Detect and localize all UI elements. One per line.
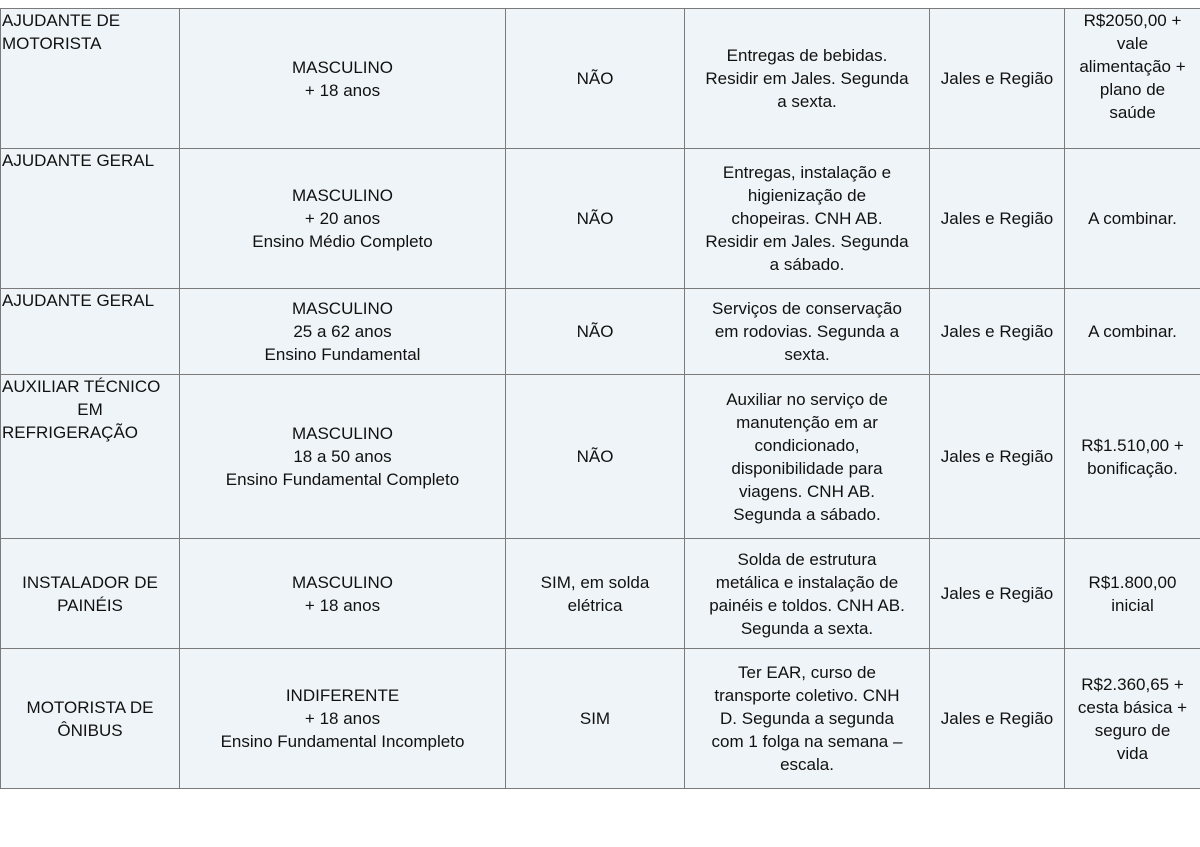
vaga-cell: AJUDANTE DE MOTORISTA [1, 9, 180, 149]
vaga-cell: INSTALADOR DE PAINÉIS [1, 539, 180, 649]
local-cell: Jales e Região [930, 149, 1065, 289]
experiencia-cell: SIM [506, 649, 685, 789]
experiencia-cell: NÃO [506, 289, 685, 375]
table-row [1, 539, 1200, 649]
salario-cell: A combinar. [1065, 289, 1200, 375]
local-cell: Jales e Região [930, 649, 1065, 789]
local-cell: Jales e Região [930, 289, 1065, 375]
descricao-cell: Ter EAR, curso de transporte coletivo. CNH D. Segunda a segunda com 1 folga na semana – escala. [685, 649, 930, 789]
descricao-cell: Entregas de bebidas. Residir em Jales. Segunda a sexta. [685, 9, 930, 149]
descricao-cell: Entregas, instalação e higienização de chopeiras. CNH AB. Residir em Jales. Segunda a sábado. [685, 149, 930, 289]
local-cell: Jales e Região [930, 375, 1065, 539]
experiencia-cell: NÃO [506, 9, 685, 149]
perfil-cell: INDIFERENTE + 18 anos Ensino Fundamental Incompleto [180, 649, 506, 789]
vaga-cell: MOTORISTA DE ÔNIBUS [1, 649, 180, 789]
salario-cell: A combinar. [1065, 149, 1200, 289]
perfil-cell: MASCULINO 18 a 50 anos Ensino Fundamental Completo [180, 375, 506, 539]
experiencia-cell: NÃO [506, 149, 685, 289]
table-row [1, 9, 1200, 149]
descricao-cell: Solda de estrutura metálica e instalação de painéis e toldos. CNH AB. Segunda a sexta. [685, 539, 930, 649]
local-cell: Jales e Região [930, 9, 1065, 149]
experiencia-cell: SIM, em solda elétrica [506, 539, 685, 649]
experiencia-cell: NÃO [506, 375, 685, 539]
salario-cell: R$1.800,00 inicial [1065, 539, 1200, 649]
vaga-cell: AUXILIAR TÉCNICO EM REFRIGERAÇÃO [1, 375, 180, 539]
salario-cell: R$2.360,65 + cesta básica + seguro de vida [1065, 649, 1200, 789]
perfil-cell: MASCULINO + 20 anos Ensino Médio Completo [180, 149, 506, 289]
salario-cell: R$2050,00 + vale alimentação + plano de saúde [1065, 9, 1200, 149]
vaga-cell: AJUDANTE GERAL [1, 149, 180, 289]
descricao-cell: Serviços de conservação em rodovias. Segunda a sexta. [685, 289, 930, 375]
local-cell: Jales e Região [930, 539, 1065, 649]
table-row [1, 289, 1200, 375]
table-row [1, 375, 1200, 539]
perfil-cell: MASCULINO + 18 anos [180, 539, 506, 649]
jobs-table [0, 8, 1200, 789]
salario-cell: R$1.510,00 + bonificação. [1065, 375, 1200, 539]
table-row [1, 149, 1200, 289]
table-row [1, 649, 1200, 789]
perfil-cell: MASCULINO + 18 anos [180, 9, 506, 149]
perfil-cell: MASCULINO 25 a 62 anos Ensino Fundamental [180, 289, 506, 375]
vaga-cell: AJUDANTE GERAL [1, 289, 180, 375]
descricao-cell: Auxiliar no serviço de manutenção em ar condicionado, disponibilidade para viagens. CNH AB. Segunda a sábado. [685, 375, 930, 539]
